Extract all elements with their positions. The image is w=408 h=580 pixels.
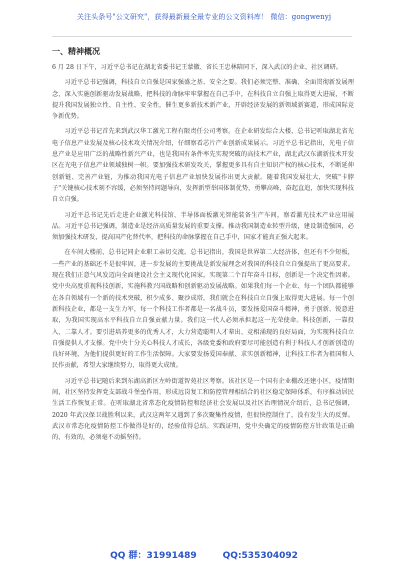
header-banner: 关注头条号"公文研究"，获得最新最全最专业的公文资料库！ 微信：gongwenyj <box>76 13 332 21</box>
footer-contact <box>0 548 408 561</box>
paragraph-intro: 6 月 28 日下午，习近平总书记在湖北省委书记王蒙徽、省长王忠林陪同下，深入武汉的企业、社区调研。 <box>52 64 342 71</box>
document-body <box>52 45 354 448</box>
paragraph-manufacturing: 习近平总书记先后走进企业激光科技馆、半导体面板激光智能装备生产车间，察看激光技术产业应用展品。习近平总书记强调，制造业是经济高质量发展的重要支撑。推动我国制造业转型升级，建设制造强国，必须加强技术研发，提高国产化替代率，把科技的命脉掌握在自己手中，国家才能真正强大起来。 <box>52 211 354 242</box>
header-divider <box>52 36 352 37</box>
paragraph-innovation: 习近平总书记强调，科技自立自强是国家强盛之基、安全之要。我们必须完整、准确、全面贯彻新发展理念，深入实施创新驱动发展战略，把科技的命脉牢牢掌握在自己手中，在科技自立自强上取得更大进展，不断提升我国发展独立性、自主性、安全性，催生更多新技术新产业，开辟经济发展的新领域新赛道，形成国际竞争新优势。 <box>52 79 354 121</box>
paragraph-community: 习近平总书记随后来到东湖高新区左岭街道智苑社区考察。该社区是一个国有企业棚改还建小区，疫情期间，社区坚持发挥党支部战斗堡垒作用，形成远岗复工和防控管理相结合的社区稳定保障体系，有序推动居民生活工作恢复正常。在听取湖北省常态化疫情防控和经济社会发展以及社区治理情况介绍后，总书记强调，2020 年武汉保卫战胜利以来，武汉这两年又遇到了多次聚集性疫情，但很快控制住了，没有发生大的反弹。武汉市常态化疫情防控工作做得是好的，经验值得总结。实践证明，党中央确定的疫情防控方针政策是正确的、有效的，必须毫不动摇坚持。 <box>52 377 354 442</box>
paragraph-laser-company: 习近平总书记首先来到武汉华工激光工程有限责任公司考察。在企业研发综合大楼，总书记听取湖北省光电子信息产业发展及核心技术攻关情况介绍，仔细察看芯片产业创新成果展示。习近平总书记指出，光电子信息产业是应用广泛的战略性新兴产业，也是我国有条件率先实现突破的高技术产业，湖北武汉东湖新技术开发区在光电子信息产业领域独树一帜。要加强技术研发攻关，掌握更多具有自主知识产权的核心技术，不断延伸创新链、完善产业链，为推动我国光电子信息产业加快发展作出更大贡献。随着我国发展壮大，突破"卡脖子"关键核心技术刻不容缓，必须坚持问题导向，发挥新型举国体制优势，勇攀高峰，奋起直追，加快实现科技自立自强。 <box>52 128 354 204</box>
footer-qq-group: QQ 群：31991489 <box>110 551 197 561</box>
paragraph-workers: 在车间大楼前，总书记同企业职工亲切交流。总书记指出，我国是世界第二大经济体，但还有不少短板，一些产业的基础还不是很牢固，进一步发展的主要挑战是新发展理念对我国的科技自立自强提出了更高要求。现在我们正意气风发迈向全面建设社会主义现代化国家，实现第二个百年奋斗目标，创新是一个决定性因素。党中央高度重视科技创新，实施科教兴国战略和创新驱动发展战略。如果我们每一个企业、每一个团队都能够在各自领域有一个新的技术突破，积少成多、聚沙成塔，我们就会在科技自立自强上取得更大进展。每一个创新科技企业，都是一支生力军，每一个科技工作者都是一名战斗员，要发扬爱国奋斗精神，勇于创新、锐意进取，为我国实现高水平科技自立自强贡献力量。我们这一代人必须承担起这一光荣使命。科技创新，一靠投入，二靠人才。要引进培养更多的优秀人才，大力营造聪明人才辈出、竞相涌现的良好局面，为实现科技自立自强提供人才支撑。党中央十分关心科技人才成长，各级党委和政府要尽可能创造有利于科技人才创新创造的良好环境，为他们提供更好的工作生活保障。大家要发扬爱国奉献、求实创新精神，让科技工作者为祖国和人民作贡献，希望大家继续努力，取得更大成绩。 <box>52 249 354 370</box>
section-heading: 一、精神概况 <box>52 46 100 56</box>
footer-qq-number: QQ:535304092 <box>222 551 298 561</box>
